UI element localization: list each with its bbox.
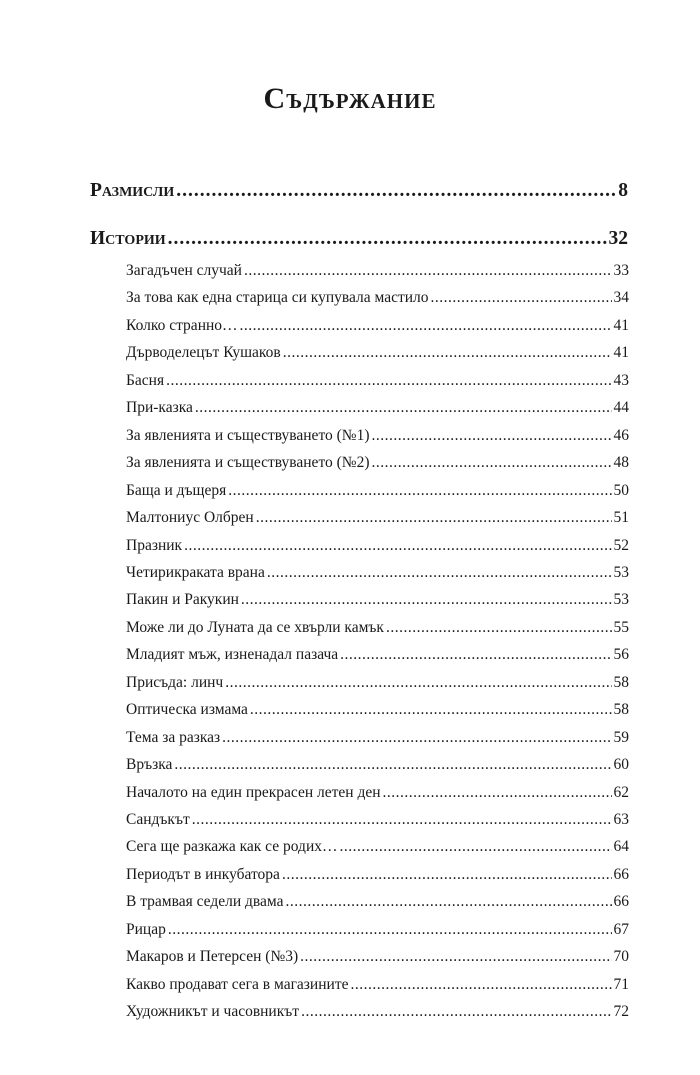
toc-entry-row <box>126 976 629 994</box>
dot-leader <box>195 399 612 417</box>
toc-entry-title: Периодът в инкубатора <box>126 865 280 883</box>
toc-section-row <box>90 228 628 250</box>
toc-entry-row <box>126 564 629 582</box>
toc-page-number: 66 <box>613 865 629 883</box>
toc-entry-title: Рицар <box>126 920 166 938</box>
toc-entry-row <box>126 399 629 417</box>
toc-page-number: 62 <box>613 783 629 801</box>
toc-entry-row <box>126 262 629 280</box>
dot-leader <box>228 482 611 500</box>
toc-entry-row <box>126 948 629 966</box>
toc-entry-row <box>126 701 629 719</box>
toc-entry-row <box>126 454 629 472</box>
toc-entry-row <box>126 317 629 335</box>
toc-page-number: 66 <box>613 893 629 911</box>
toc-entry-title: Какво продават сега в магазините <box>126 975 349 993</box>
toc-page-number: 58 <box>613 701 629 719</box>
dot-leader <box>286 893 612 911</box>
toc-entry-row <box>126 811 629 829</box>
toc-page-number: 48 <box>613 454 629 472</box>
toc-entry-title: За това как една старица си купувала мастило <box>126 289 429 307</box>
toc-entry-title: Младият мъж, изненадал пазача <box>126 646 339 664</box>
dot-leader <box>176 180 616 202</box>
toc-page-number: 67 <box>613 920 629 938</box>
toc-entry-row <box>126 866 629 884</box>
dot-leader <box>256 509 612 527</box>
toc-entry-title: Пакин и Ракукин <box>126 591 239 609</box>
toc-page-number: 64 <box>613 838 629 856</box>
toc-entry-row <box>126 344 629 362</box>
toc-entry-title: Загадъчен случай <box>126 262 242 279</box>
toc-entry-title: За явленията и съществуването (№1) <box>126 426 370 444</box>
toc-page-number: 51 <box>613 509 629 526</box>
toc-entry-title: Присъда: линч <box>126 673 224 691</box>
dot-leader <box>166 372 611 390</box>
toc-page-number: 41 <box>613 344 629 362</box>
toc-section-title: Истории <box>90 228 166 249</box>
dot-leader <box>184 537 611 555</box>
toc-section-row <box>90 180 628 202</box>
dot-leader <box>168 228 607 250</box>
dot-leader <box>267 564 612 582</box>
dot-leader <box>250 701 612 719</box>
toc-page-number: 8 <box>618 180 628 201</box>
toc-entry-title: Връзка <box>126 756 173 774</box>
toc-page-number: 59 <box>613 728 629 746</box>
toc-page-number: 72 <box>613 1003 629 1021</box>
toc-page-number: 52 <box>613 536 629 554</box>
toc-page-number: 55 <box>613 618 629 636</box>
toc-entry-row <box>126 372 629 390</box>
dot-leader <box>386 619 612 637</box>
toc-entry-title: Макаров и Петерсен (№3) <box>126 948 299 966</box>
toc-entry-row <box>126 674 629 692</box>
toc-page-number: 41 <box>613 316 629 334</box>
toc-page-number: 70 <box>613 948 629 966</box>
toc-page-number: 60 <box>613 756 629 774</box>
toc-entry-row <box>126 921 629 939</box>
dot-leader <box>372 427 612 445</box>
toc-entry-row <box>126 729 629 747</box>
toc-entry-row <box>126 427 629 445</box>
toc-page-number: 34 <box>613 289 629 307</box>
toc-entry-row <box>126 1003 629 1021</box>
toc-page-number: 58 <box>613 673 629 691</box>
toc-entry-row <box>126 482 629 500</box>
toc-entry-title: Колко странно… <box>126 316 238 334</box>
dot-leader <box>244 262 612 280</box>
toc-page-number: 43 <box>613 371 629 389</box>
dot-leader <box>340 646 611 664</box>
toc-entry-title: Може ли до Луната да се хвърли камък <box>126 618 384 636</box>
toc-entry-row <box>126 619 629 637</box>
toc-page-number: 44 <box>613 399 629 417</box>
toc-entry-title: При-казка <box>126 399 193 417</box>
toc-page-number: 46 <box>613 426 629 444</box>
toc-entry-title: Дърводелецът Кушаков <box>126 344 281 362</box>
dot-leader <box>241 591 612 609</box>
toc-entry-title: Сега ще разкажа как се родих… <box>126 838 338 856</box>
dot-leader <box>282 866 612 884</box>
dot-leader <box>225 674 611 692</box>
dot-leader <box>300 948 611 966</box>
dot-leader <box>174 756 611 774</box>
toc-page-number: 53 <box>613 591 629 609</box>
toc-entry-row <box>126 289 629 307</box>
toc-entry-title: В трамвая седели двама <box>126 893 284 911</box>
toc-entry-row <box>126 509 629 527</box>
toc-entry-row <box>126 537 629 555</box>
toc-page-number: 53 <box>613 564 629 581</box>
dot-leader <box>168 921 612 939</box>
toc-entry-row <box>126 893 629 911</box>
page-title: Съдържание <box>263 82 437 115</box>
toc-page-number: 56 <box>613 646 629 664</box>
toc-entry-title: Сандъкът <box>126 811 190 828</box>
toc-page-number: 32 <box>608 228 628 249</box>
dot-leader <box>192 811 612 829</box>
toc-entry-row <box>126 591 629 609</box>
toc-page-number: 50 <box>613 481 629 499</box>
toc-entry-title: За явленията и съществуването (№2) <box>126 454 370 472</box>
toc-entry-title: Баща и дъщеря <box>126 481 227 499</box>
dot-leader <box>350 976 611 994</box>
toc-entry-title: Оптическа измама <box>126 701 248 719</box>
toc-entry-title: Празник <box>126 536 183 554</box>
dot-leader <box>301 1003 611 1021</box>
toc-entry-row <box>126 756 629 774</box>
toc-entry-row <box>126 646 629 664</box>
toc-page-number: 63 <box>613 811 629 828</box>
dot-leader <box>431 289 612 307</box>
toc-entry-title: Художникът и часовникът <box>126 1003 300 1021</box>
dot-leader <box>372 454 612 472</box>
toc-entry-title: Четирикраката врана <box>126 564 265 581</box>
toc-page-number: 33 <box>613 262 629 279</box>
toc-entry-title: Началото на един прекрасен летен ден <box>126 783 381 801</box>
dot-leader <box>340 838 612 856</box>
toc-entry-title: Малтониус Олбрен <box>126 509 254 526</box>
dot-leader <box>383 784 612 802</box>
toc-entry-row <box>126 784 629 802</box>
dot-leader <box>240 317 612 335</box>
toc-entry-title: Басня <box>126 371 165 389</box>
toc-page-number: 71 <box>613 975 629 993</box>
toc-entry-row <box>126 838 629 856</box>
dot-leader <box>283 344 612 362</box>
toc-entry-title: Тема за разказ <box>126 728 221 746</box>
toc-section-title: Размисли <box>90 180 175 201</box>
dot-leader <box>222 729 611 747</box>
